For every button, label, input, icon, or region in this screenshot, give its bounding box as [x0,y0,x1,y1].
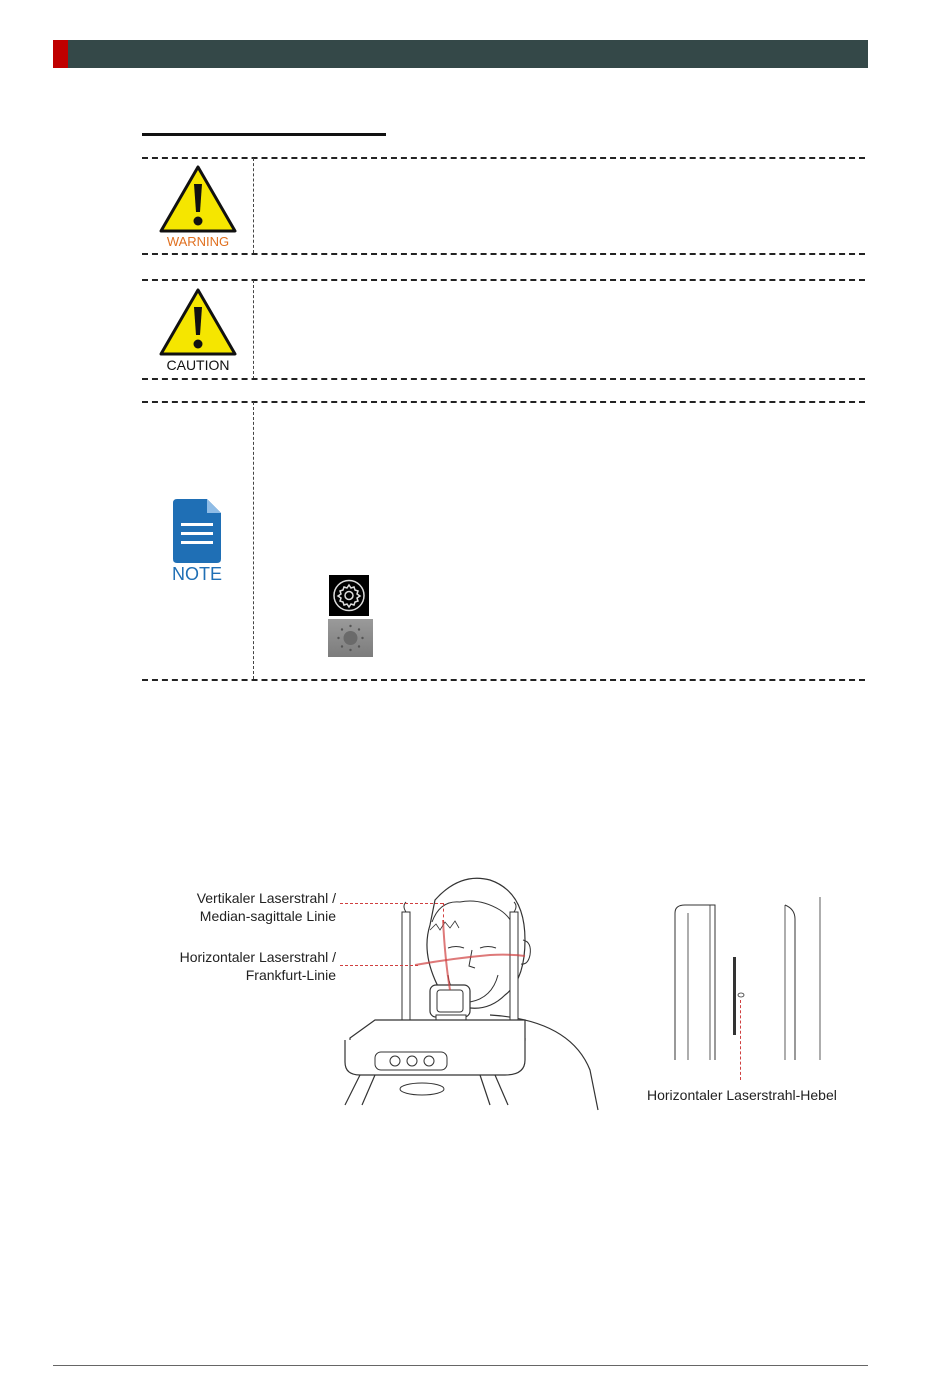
vertical-laser-label-line1: Vertikaler Laserstrahl / [196,890,336,906]
header-accent [53,40,68,68]
note-divider [253,402,254,679]
lever-leader [740,1000,741,1080]
note-label: NOTE [171,564,222,584]
caution-bottom-border [142,378,865,380]
warning-bottom-border [142,253,865,255]
header-bar [53,40,868,68]
caution-label: CAUTION [166,357,230,373]
warning-divider [253,158,254,253]
warning-top-border [142,157,865,159]
caution-divider [253,280,254,379]
horizontal-laser-label-line1: Horizontaler Laserstrahl / [179,949,336,965]
section-title-underline [142,133,386,136]
footer-rule [53,1365,868,1366]
caution-top-border [142,279,865,281]
vertical-laser-label-line2: Median-sagittale Linie [199,908,336,924]
caution-triangle-icon [158,287,238,357]
laser-light-icon [328,619,373,657]
lever-label: Horizontaler Laserstrahl-Hebel [647,1087,837,1103]
laser-lever-illustration [670,895,830,1065]
vertical-laser-label [130,889,336,925]
settings-gear-icon [329,575,369,616]
note-document-icon [173,499,221,563]
vertical-laser-leader-drop [443,903,444,923]
patient-positioning-illustration [340,870,610,1115]
vertical-laser-leader [340,903,443,904]
horizontal-laser-leader [340,965,418,966]
note-bottom-border [142,679,865,681]
warning-label: WARNING [166,234,230,249]
warning-triangle-icon [158,164,238,234]
horizontal-laser-label-line2: Frankfurt-Linie [245,967,336,983]
note-top-border [142,401,865,403]
horizontal-laser-label [130,948,336,984]
